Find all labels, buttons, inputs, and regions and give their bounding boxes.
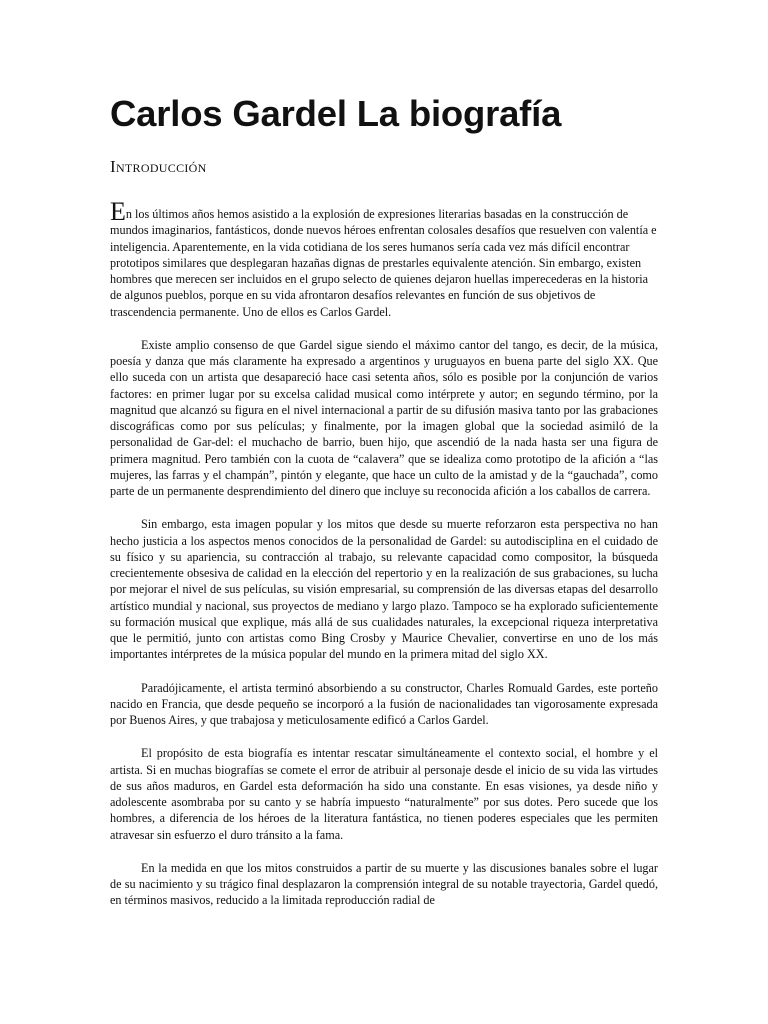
document-title: Carlos Gardel La biografía (110, 93, 562, 134)
paragraph: El propósito de esta biografía es intentar rescatar simultáneamente el contexto social, el hombre y el artista. Si en muchas biografías se comete el error de atribuir al personaje desde el inicio de su vida las virtudes de sus años maduros, en Gardel esta deformación ha sido una constante. En esas visiones, ya desde niño y adolescente asombraba por su canto y se habría impuesto “naturalmente” por sus dotes. Pero sucede que los hombres, a diferencia de los héroes de la literatura fantástica, no tienen poderes especiales que les permiten atravesar sin esfuerzo el duro tránsito a la fama. (110, 746, 658, 842)
paragraph: Existe amplio consenso de que Gardel sigue siendo el máximo cantor del tango, es decir, de la música, poesía y danza que más claramente ha expresado a argentinos y uruguayos en buena parte del siglo XX. Que ello suceda con un artista que desapareció hace casi setenta años, sólo es posible por la conjunción de varios factores: en primer lugar por su excelsa calidad musical como intérprete y autor; en segundo término, por la magnitud que alcanzó su figura en el nivel internacional a partir de su difusión masiva tanto por las grabaciones discográficas como por sus películas; y finalmente, por la imagen global que la sociedad asimiló de la personalidad de Gar-del: el muchacho de barrio, buen hijo, que ascendió de la nada hasta ser una figura de primera magnitud. Pero también con la cuota de “calavera” que se idealiza como prototipo de la afición a “las mujeres, las farras y el champán”, pintón y elegante, que hace un culto de la amistad y de la “gauchada”, como parte de un permanente desprendimiento del dinero que incluye su reconocida afición a los caballos de carrera. (110, 337, 658, 498)
paragraph (110, 197, 658, 320)
paragraph: Paradójicamente, el artista terminó absorbiendo a su constructor, Charles Romuald Gardes, este porteño nacido en Francia, que desde pequeño se incorporó a la fusión de nacionalidades tan vigorosamente expresada por Buenos Aires, y que trabajosa y meticulosamente edificó a Carlos Gardel. (110, 680, 658, 727)
drop-cap: E (110, 197, 126, 226)
body-text (110, 197, 658, 926)
paragraph-text: n los últimos años hemos asistido a la explosión de expresiones literarias basadas en la construcción de mundos imaginarios, fantásticos, donde nuevos héroes enfrentan colosales desafíos que resuelven con valentía e inteligencia. Aparentemente, en la vida cotidiana de los seres humanos sería cada vez más difícil encontrar prototipos similares que desplegaran hazañas dignas de prestarles equivalente atención. Sin embargo, existen hombres que merecen ser incluidos en el grupo selecto de quienes dejaron huellas imperecederas en la historia de algunos pueblos, porque en su vida afrontaron desafíos relevantes en función de sus objetivos de trascendencia permanente. Uno de ellos es Carlos Gardel. (110, 207, 657, 319)
paragraph: Sin embargo, esta imagen popular y los mitos que desde su muerte reforzaron esta perspectiva no han hecho justicia a los aspectos menos conocidos de la personalidad de Gardel: su autodisciplina en el cuidado de su físico y su apariencia, su contracción al trabajo, su relevante capacidad como compositor, la búsqueda crecientemente obsesiva de calidad en la elección del repertorio y en la realización de sus grabaciones, su lucha por mejorar el nivel de sus películas, su visión empresarial, su comprensión de las diversas etapas del desarrollo artístico mundial y nacional, sus proyectos de mediano y largo plazo. Tampoco se ha explorado suficientemente su formación musical que explique, más allá de sus cualidades naturales, la excepcional riqueza interpretativa que le permitió, junto con artistas como Bing Crosby y Maurice Chevalier, convertirse en uno de los más importantes intérpretes de la música popular del mundo en la primera mitad del siglo XX. (110, 517, 658, 662)
paragraph: En la medida en que los mitos construidos a partir de su muerte y las discusiones banales sobre el lugar de su nacimiento y su trágico final desplazaron la comprensión integral de su notable trayectoria, Gardel quedó, en términos masivos, reducido a la limitada reproducción radial de (110, 860, 658, 908)
section-heading: Introducción (110, 157, 207, 176)
